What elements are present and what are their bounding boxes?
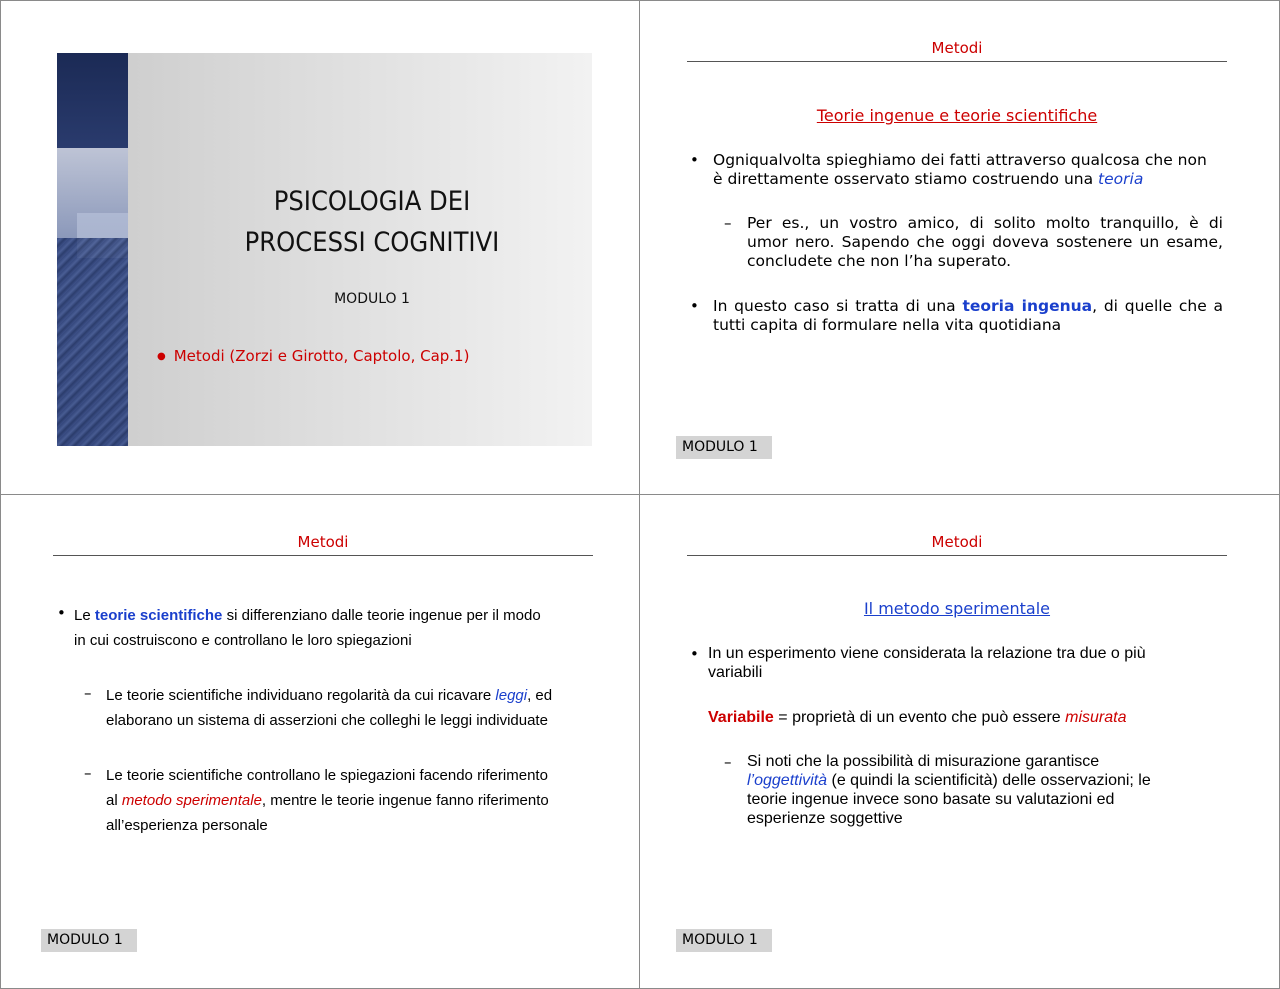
s3-sub2-text-c: , mentre le teorie ingenue fanno riferimento bbox=[261, 792, 549, 809]
s2-b1-line2 bbox=[713, 170, 1223, 189]
s4-sub1-line1: Si noti che la possibilità di misurazione garantisce bbox=[747, 753, 1100, 770]
photo-rock-wall bbox=[57, 238, 128, 446]
slide-1-main-title bbox=[152, 181, 592, 263]
slide-2-header-rule bbox=[687, 61, 1227, 62]
s2-sub1-line3: concludete che non l’ha superato. bbox=[747, 252, 1012, 270]
s3-b1-text-a: Le bbox=[74, 607, 95, 624]
s2-term-teoria: teoria bbox=[1098, 170, 1144, 188]
s3-b1-line1 bbox=[74, 603, 594, 628]
title-line-1: PSICOLOGIA DEI bbox=[273, 186, 471, 217]
s4-term-misurata: misurata bbox=[1065, 709, 1127, 726]
s2-sub1-line2: umor nero. Sapendo che oggi doveva sostenere un esame, bbox=[747, 233, 1223, 251]
dash-icon: – bbox=[84, 764, 92, 782]
bullet-dot-icon: • bbox=[690, 297, 699, 315]
s2-b2-text-a: In questo caso si tratta di una bbox=[713, 297, 963, 315]
s3-sub1-text-c: , ed bbox=[527, 687, 553, 704]
slide-2-subtitle: Teorie ingenue e teorie scientifiche bbox=[816, 106, 1098, 125]
s3-sub2-line3: all’esperienza personale bbox=[106, 817, 268, 834]
slide-4-sub-bullet-1 bbox=[747, 752, 1227, 828]
slide-2-bullet-2 bbox=[713, 297, 1223, 335]
s3-b1-text-c: si differenziano dalle teorie ingenue per il modo bbox=[222, 607, 541, 624]
horizontal-divider bbox=[0, 494, 1280, 495]
s2-sub1-line1: Per es., un vostro amico, di solito molto tranquillo, è di bbox=[747, 214, 1223, 232]
slide-3-bullet-1 bbox=[74, 603, 594, 653]
slide-2-footer-modulo: MODULO 1 bbox=[676, 436, 772, 459]
bullet-dot-icon: • bbox=[57, 604, 66, 622]
s3-term-metodo-sperimentale: metodo sperimentale bbox=[121, 792, 262, 809]
slide-3-footer-modulo: MODULO 1 bbox=[41, 929, 137, 952]
s4-sub1-line3: teorie ingenue invece sono basate su valutazioni ed bbox=[747, 791, 1115, 808]
slide-4-header: Metodi bbox=[931, 533, 983, 551]
slide-4-footer-modulo: MODULO 1 bbox=[676, 929, 772, 952]
slide-2-sub-bullet-1 bbox=[747, 214, 1223, 271]
dash-icon: – bbox=[84, 684, 92, 702]
s4-term-variabile: Variabile bbox=[708, 709, 774, 726]
s2-b2-line1 bbox=[713, 297, 1223, 316]
title-line-2: PROCESSI COGNITIVI bbox=[244, 227, 500, 258]
s2-b1-line2-text: è direttamente osservato stiamo costruendo una bbox=[713, 170, 1099, 188]
s3-term-teorie-scientifiche: teorie scientifiche bbox=[94, 607, 223, 624]
s4-sub1-line4: esperienze soggettive bbox=[747, 810, 903, 827]
slide-2-header: Metodi bbox=[931, 39, 983, 57]
s2-b2-line2: tutti capita di formulare nella vita quotidiana bbox=[713, 316, 1062, 334]
s4-b1-line1: In un esperimento viene considerata la relazione tra due o più bbox=[708, 645, 1146, 662]
dash-icon: – bbox=[724, 214, 732, 232]
s4-sub1-text-b: (e quindi la scientificità) delle osservazioni; le bbox=[827, 772, 1151, 789]
s3-term-leggi: leggi bbox=[495, 687, 528, 704]
s2-b1-line1: Ogniqualvolta spieghiamo dei fatti attraverso qualcosa che non bbox=[713, 151, 1207, 169]
s4-sub1-line2 bbox=[747, 771, 1227, 790]
bullet-dot-icon: • bbox=[690, 645, 699, 663]
slide-1-bullet bbox=[157, 347, 469, 365]
s3-sub1-text-a: Le teorie scientifiche individuano regolarità da cui ricavare bbox=[106, 687, 496, 704]
bullet-dot-icon: ● bbox=[157, 351, 166, 362]
slide-4-definition bbox=[708, 708, 1228, 727]
s3-sub2-line1: Le teorie scientifiche controllano le spiegazioni facendo riferimento bbox=[106, 767, 548, 784]
slide-3-sub-bullet-2 bbox=[106, 763, 596, 838]
slide-2-bullet-1 bbox=[713, 151, 1223, 189]
slide-1-modulo: MODULO 1 bbox=[334, 291, 410, 307]
s3-sub2-line2 bbox=[106, 788, 596, 813]
s3-sub1-line2: elaborano un sistema di asserzioni che colleghi le leggi individuate bbox=[106, 712, 548, 729]
slide-3-header-rule bbox=[53, 555, 593, 556]
s3-sub2-text-a: al bbox=[106, 792, 122, 809]
slide-4-subtitle: Il metodo sperimentale bbox=[863, 599, 1051, 618]
s4-def-text: = proprietà di un evento che può essere bbox=[773, 709, 1066, 726]
dash-icon: – bbox=[724, 753, 732, 771]
s4-b1-line2: variabili bbox=[708, 664, 763, 681]
s3-sub1-line1 bbox=[106, 683, 596, 708]
slide-4-bullet-1 bbox=[708, 644, 1228, 682]
slide-1-title bbox=[57, 53, 592, 446]
slide-3-header: Metodi bbox=[297, 533, 349, 551]
slide-4-header-rule bbox=[687, 555, 1227, 556]
bullet-dot-icon: • bbox=[690, 151, 699, 169]
building-photo bbox=[57, 53, 128, 446]
s2-term-teoria-ingenua: teoria ingenua bbox=[962, 297, 1093, 315]
s3-b1-line2: in cui costruiscono e controllano le loro spiegazioni bbox=[74, 632, 412, 649]
s2-b2-text-c: , di quelle che a bbox=[1092, 297, 1224, 315]
slide-3-sub-bullet-1 bbox=[106, 683, 596, 733]
s4-term-oggettivita: l’oggettività bbox=[747, 772, 828, 789]
slide-1-bullet-text: Metodi (Zorzi e Girotto, Captolo, Cap.1) bbox=[173, 347, 470, 365]
